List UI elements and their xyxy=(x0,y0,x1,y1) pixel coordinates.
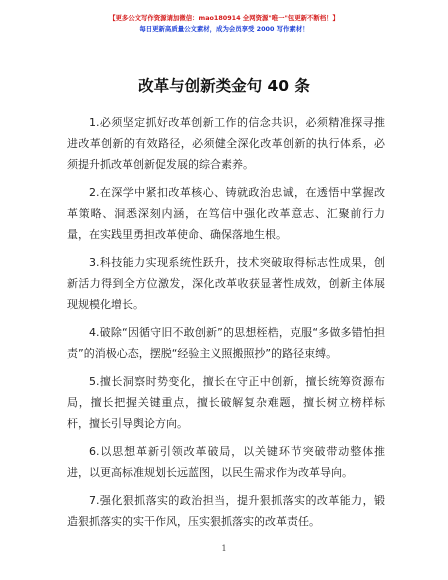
paragraph-4: 4.破除“因循守旧不敢创新”的思想桎梏，克服“多做多错怕担责”的消极心态，摆脱“经验主义照搬照抄”的路径束缚。 xyxy=(67,326,385,360)
document-body xyxy=(67,112,385,539)
paragraph-1: 1.必须坚定抓好改革创新工作的信念共识，必须精准探寻推进改革创新的有效路径，必须健全深化改革创新的执行体系，必须提升抓改革创新促发展的综合素养。 xyxy=(67,116,385,171)
paragraph-2: 2.在深学中紧扣改革核心、铸就政治忠诚，在透悟中掌握改革策略、洞悉深刻内涵，在笃信中强化改革意志、汇聚前行力量，在实践里勇担改革使命、确保落地生根。 xyxy=(67,186,385,241)
page-number: 1 xyxy=(221,544,227,553)
document-title: 改革与创新类金句 40 条 xyxy=(138,77,310,95)
paragraph-5: 5.擅长洞察时势变化，擅长在守正中创新，擅长统筹资源布局，擅长把握关键重点，擅长破解复杂难题，擅长树立榜样标杆，擅长引导舆论方向。 xyxy=(67,375,385,430)
paragraph-7: 7.强化狠抓落实的政治担当，提升狠抓落实的改革能力，锻造狠抓落实的实干作风，压实狠抓落实的改革责任。 xyxy=(67,494,385,528)
promo-banner-line-1: 【更多公文写作资源请加微信：mao180914 全网资源"唯一"包更新不断档！】 xyxy=(109,14,339,22)
promo-banner-line-2: 每日更新高质量公文素材，成为会员享受 2000 写作素材！ xyxy=(139,25,309,33)
paragraph-3: 3.科技能力实现系统性跃升，技术突破取得标志性成果，创新活力得到全方位激发，深化改革收获显著性成效，创新主体展现规模化增长。 xyxy=(67,256,385,311)
promo-banner xyxy=(0,14,448,34)
paragraph-6: 6.以思想革新引领改革破局，以关键环节突破带动整体推进，以更高标准规划长远蓝图，以民生需求作为改革导向。 xyxy=(67,445,385,479)
